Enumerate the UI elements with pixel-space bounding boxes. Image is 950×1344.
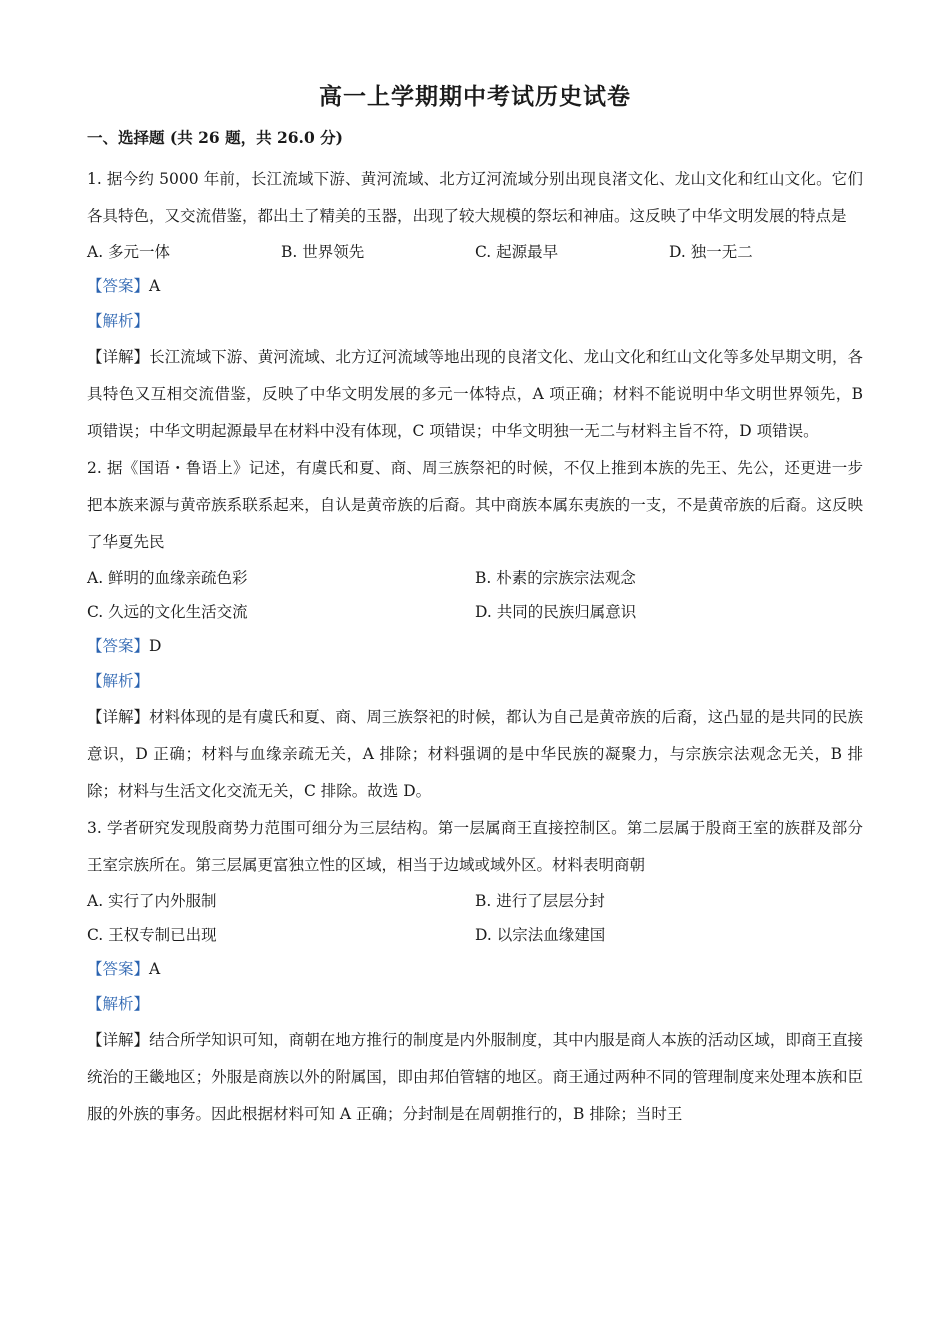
options-row bbox=[87, 561, 863, 595]
answer-label: 【答案】 bbox=[87, 277, 150, 295]
options-row bbox=[87, 884, 863, 918]
answer-line bbox=[87, 629, 863, 664]
detail-label: 【详解】 bbox=[87, 708, 150, 726]
detail-label: 【详解】 bbox=[87, 1031, 150, 1049]
analysis-line bbox=[87, 304, 863, 339]
page-title: 高一上学期期中考试历史试卷 bbox=[319, 83, 631, 110]
option-c: C. 王权专制已出现 bbox=[87, 926, 217, 944]
option-c: C. 起源最早 bbox=[475, 243, 559, 261]
detail-paragraph bbox=[87, 339, 863, 450]
option-b: B. 朴素的宗族宗法观念 bbox=[475, 569, 636, 587]
options-row bbox=[87, 918, 863, 952]
option-b: B. 进行了层层分封 bbox=[475, 892, 605, 910]
question-2 bbox=[87, 450, 863, 810]
options-row bbox=[87, 235, 863, 269]
answer-value: A bbox=[149, 277, 161, 295]
answer-line bbox=[87, 269, 863, 304]
question-3 bbox=[87, 810, 863, 1133]
analysis-line bbox=[87, 987, 863, 1022]
answer-line bbox=[87, 952, 863, 987]
option-d: D. 以宗法血缘建国 bbox=[475, 926, 606, 944]
option-a: A. 实行了内外服制 bbox=[87, 892, 217, 910]
analysis-line bbox=[87, 664, 863, 699]
options-row bbox=[87, 595, 863, 629]
analysis-label: 【解析】 bbox=[87, 995, 150, 1013]
detail-text: 材料体现的是有虞氏和夏、商、周三族祭祀的时候，都认为自己是黄帝族的后裔，这凸显的是共同的民族意识，D 正确；材料与血缘亲疏无关，A 排除；材料强调的是中华民族的凝聚力，与宗族宗法观念无关，B 排除；材料与生活文化交流无关，C 排除。故选 D。 bbox=[87, 708, 863, 800]
question-stem: 1. 据今约 5000 年前，长江流域下游、黄河流域、北方辽河流域分别出现良渚文化、龙山文化和红山文化。它们各具特色，又交流借鉴，都出土了精美的玉器，出现了较大规模的祭坛和神庙。这反映了中华文明发展的特点是 bbox=[87, 170, 863, 225]
option-a: A. 鲜明的血缘亲疏色彩 bbox=[87, 569, 248, 587]
option-d: D. 独一无二 bbox=[669, 243, 753, 261]
option-a: A. 多元一体 bbox=[87, 243, 171, 261]
question-stem: 2. 据《国语・鲁语上》记述，有虞氏和夏、商、周三族祭祀的时候，不仅上推到本族的先王、先公，还更进一步把本族来源与黄帝族系联系起来，自认是黄帝族的后裔。其中商族本属东夷族的一支，不是黄帝族的后裔。这反映了华夏先民 bbox=[87, 459, 863, 551]
option-d: D. 共同的民族归属意识 bbox=[475, 603, 637, 621]
detail-text: 长江流域下游、黄河流域、北方辽河流域等地出现的良渚文化、龙山文化和红山文化等多处早期文明，各具特色又互相交流借鉴，反映了中华文明发展的多元一体特点，A 项正确；材料不能说明中华文明世界领先，B 项错误；中华文明起源最早在材料中没有体现，C 项错误；中华文明独一无二与材料主旨不符，D 项错误。 bbox=[87, 348, 863, 440]
answer-label: 【答案】 bbox=[87, 637, 150, 655]
detail-label: 【详解】 bbox=[87, 348, 150, 366]
answer-label: 【答案】 bbox=[87, 960, 150, 978]
question-stem: 3. 学者研究发现殷商势力范围可细分为三层结构。第一层属商王直接控制区。第二层属于殷商王室的族群及部分王室宗族所在。第三层属更富独立性的区域，相当于边域或域外区。材料表明商朝 bbox=[87, 819, 863, 874]
option-b: B. 世界领先 bbox=[281, 243, 365, 261]
detail-text: 结合所学知识可知，商朝在地方推行的制度是内外服制度，其中内服是商人本族的活动区域，即商王直接统治的王畿地区；外服是商族以外的附属国，即由邦伯管辖的地区。商王通过两种不同的管理制度来处理本族和臣服的外族的事务。因此根据材料可知 A 正确；分封制是在周朝推行的，B 排除；当时王 bbox=[87, 1031, 863, 1123]
exam-page bbox=[87, 78, 863, 1133]
section-heading: 一、选择题 (共 26 题，共 26.0 分) bbox=[87, 128, 343, 147]
detail-paragraph bbox=[87, 699, 863, 810]
answer-value: A bbox=[149, 960, 161, 978]
option-c: C. 久远的文化生活交流 bbox=[87, 603, 248, 621]
answer-value: D bbox=[149, 637, 162, 655]
question-1 bbox=[87, 161, 863, 450]
analysis-label: 【解析】 bbox=[87, 312, 150, 330]
detail-paragraph bbox=[87, 1022, 863, 1133]
analysis-label: 【解析】 bbox=[87, 672, 150, 690]
